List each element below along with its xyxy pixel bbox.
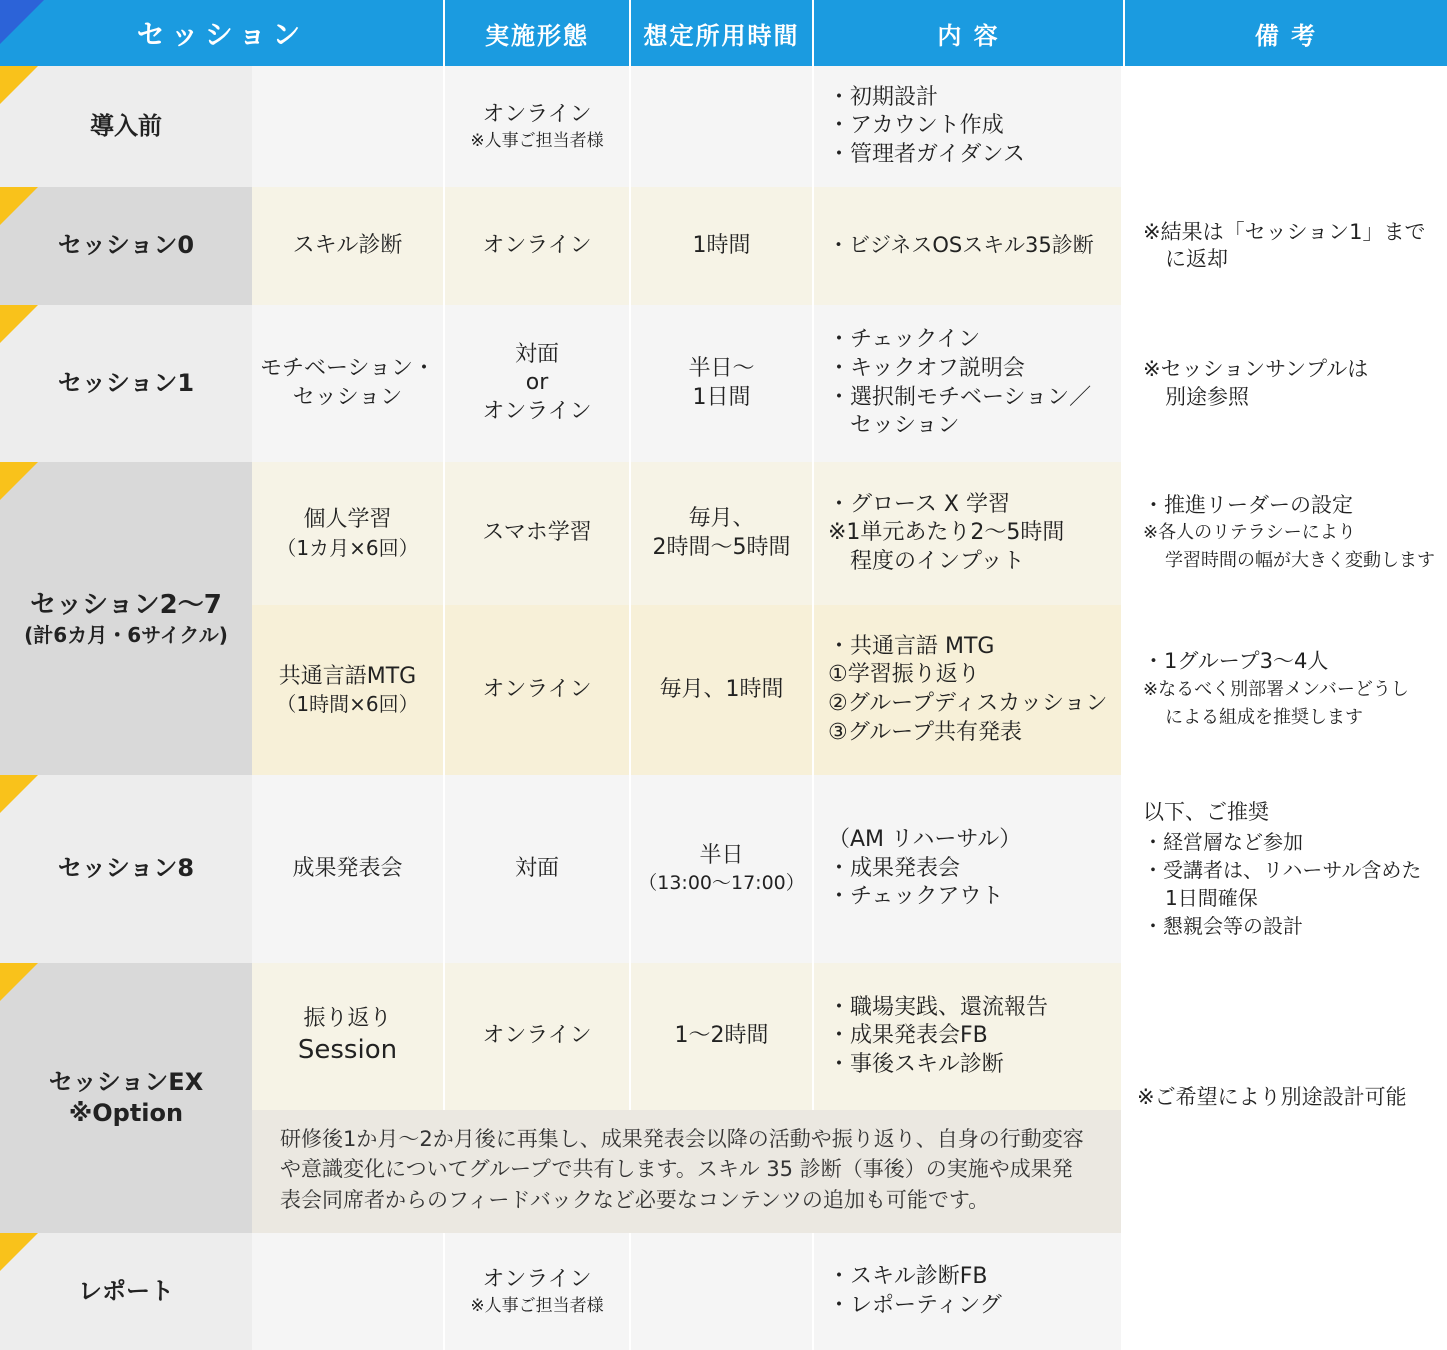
name-cell: 成果発表会 bbox=[252, 775, 443, 963]
session-note: (計6カ月・6サイクル) bbox=[24, 623, 228, 648]
name-cell bbox=[252, 305, 443, 462]
name-line: セッション bbox=[292, 384, 403, 410]
format-cell: スマホ学習 bbox=[445, 462, 629, 605]
content-line: ・キックオフ説明会 bbox=[828, 355, 1025, 381]
remarks-line: ・懇親会等の設計 bbox=[1143, 913, 1303, 938]
accent-triangle bbox=[0, 187, 38, 225]
content-line: ②グループディスカッション bbox=[828, 691, 1108, 716]
ex-description: 研修後1か月〜2か月後に再集し、成果発表会以降の活動や振り返り、自身の行動変容や意識変化についてグループで共有します。スキル 35 診断（事後）の実施や成果発表会同席者からのフィードバックなど必要なコンテンツの追加も可能です。 bbox=[252, 1110, 1121, 1234]
name-line: （1カ月×6回） bbox=[276, 535, 419, 560]
time-line: （13:00〜17:00） bbox=[638, 871, 805, 894]
column-divider bbox=[812, 66, 814, 1110]
content-cell bbox=[814, 605, 1121, 775]
format-cell bbox=[445, 305, 629, 462]
header-format: 実施形態 bbox=[445, 0, 629, 66]
remarks-cell bbox=[1123, 462, 1447, 605]
session-label: セッション0 bbox=[0, 187, 252, 305]
content-line: ・ビジネスOSスキル35診断 bbox=[828, 233, 1094, 258]
remarks-cell bbox=[1123, 605, 1447, 775]
format-cell: 対面 bbox=[445, 775, 629, 963]
content-line: ・共通言語 MTG bbox=[828, 633, 995, 659]
content-line: ・管理者ガイダンス bbox=[828, 141, 1025, 167]
time-cell bbox=[631, 305, 812, 462]
content-line: （AM リハーサル） bbox=[828, 827, 1022, 853]
time-cell-empty bbox=[631, 1233, 812, 1350]
accent-triangle bbox=[0, 462, 38, 500]
remarks-line: に返却 bbox=[1165, 247, 1228, 271]
session-label: レポート bbox=[0, 1233, 252, 1350]
name-cell bbox=[252, 963, 443, 1110]
session-label: 導入前 bbox=[0, 66, 252, 187]
accent-triangle bbox=[0, 963, 38, 1001]
content-cell bbox=[814, 305, 1121, 462]
format-line: 対面 bbox=[514, 341, 559, 367]
header-session: セッション bbox=[0, 0, 443, 66]
time-line: 1日間 bbox=[692, 384, 751, 410]
content-cell bbox=[814, 66, 1121, 187]
remarks-line: ※各人のリテラシーにより bbox=[1143, 522, 1356, 544]
header-time: 想定所用時間 bbox=[631, 0, 812, 66]
name-cell bbox=[252, 462, 443, 605]
time-cell: 1時間 bbox=[631, 187, 812, 305]
content-cell bbox=[814, 963, 1121, 1110]
column-divider bbox=[629, 66, 631, 1110]
content-line: ③グループ共有発表 bbox=[828, 719, 1022, 745]
format-cell: オンライン bbox=[445, 605, 629, 775]
content-cell bbox=[814, 775, 1121, 963]
accent-triangle bbox=[0, 66, 38, 104]
time-cell: 毎月、1時間 bbox=[631, 605, 812, 775]
name-cell-empty bbox=[252, 66, 443, 187]
header-remarks: 備 考 bbox=[1125, 0, 1447, 66]
name-line: 共通言語MTG bbox=[278, 663, 417, 689]
name-line: 個人学習 bbox=[303, 507, 392, 533]
format-note: ※人事ご担当者様 bbox=[470, 1295, 604, 1316]
format-cell: オンライン bbox=[445, 963, 629, 1110]
session-title: セッション2〜7 bbox=[30, 589, 222, 620]
column-divider bbox=[443, 66, 445, 1110]
remarks-line: 以下、ご推奨 bbox=[1143, 800, 1269, 825]
time-line: 半日 bbox=[699, 843, 744, 869]
format-text: オンライン bbox=[482, 102, 592, 128]
name-line: （1時間×6回） bbox=[276, 692, 419, 717]
format-note: ※人事ご担当者様 bbox=[470, 130, 604, 151]
format-cell: オンライン bbox=[445, 187, 629, 305]
content-line: ・成果発表会FB bbox=[828, 1023, 988, 1049]
remarks-line: ※ご希望により別途設計可能 bbox=[1137, 1085, 1407, 1110]
content-line: セッション bbox=[850, 413, 960, 439]
accent-triangle bbox=[0, 1233, 38, 1271]
remarks-line: ※セッションサンプルは bbox=[1143, 357, 1369, 382]
remarks-cell bbox=[1123, 775, 1447, 963]
remarks-line: ※なるべく別部署メンバーどうし bbox=[1143, 678, 1409, 700]
name-line: Session bbox=[297, 1034, 398, 1065]
header-content: 内 容 bbox=[814, 0, 1123, 66]
remarks-cell bbox=[1123, 305, 1447, 462]
remarks-line: ・1グループ3〜4人 bbox=[1143, 649, 1329, 674]
content-cell bbox=[814, 1233, 1121, 1350]
name-cell-empty bbox=[252, 1233, 443, 1350]
session-label: セッション8 bbox=[0, 775, 252, 963]
time-cell bbox=[631, 775, 812, 963]
column-divider bbox=[629, 1233, 631, 1350]
content-line: 程度のインプット bbox=[850, 548, 1025, 574]
content-line: ・成果発表会 bbox=[828, 855, 961, 881]
remarks-line: ・推進リーダーの設定 bbox=[1143, 492, 1353, 517]
content-line: ・アカウント作成 bbox=[828, 113, 1004, 139]
content-line: ・グロース X 学習 bbox=[828, 491, 1010, 517]
content-line: ・職場実践、還流報告 bbox=[828, 994, 1049, 1020]
name-line: モチベーション・ bbox=[259, 355, 436, 381]
time-line: 半日〜 bbox=[688, 355, 755, 381]
content-line: ・スキル診断FB bbox=[828, 1263, 988, 1289]
remarks-line: ※結果は「セッション1」まで bbox=[1143, 219, 1426, 244]
time-line: 毎月、 bbox=[688, 505, 755, 531]
remarks-line: ・経営層など参加 bbox=[1143, 829, 1303, 854]
remarks-line: による組成を推奨します bbox=[1165, 706, 1363, 728]
time-cell: 1〜2時間 bbox=[631, 963, 812, 1110]
time-cell bbox=[631, 462, 812, 605]
header-corner-accent bbox=[0, 0, 44, 44]
content-line: ・初期設計 bbox=[828, 84, 939, 110]
name-cell: スキル診断 bbox=[252, 187, 443, 305]
content-cell bbox=[814, 187, 1121, 305]
content-line: ・チェックアウト bbox=[828, 884, 1004, 910]
content-line: ※1単元あたり2〜5時間 bbox=[828, 520, 1065, 546]
column-divider bbox=[443, 1233, 445, 1350]
content-line: ・チェックイン bbox=[828, 327, 981, 353]
session-label bbox=[0, 963, 252, 1233]
session-note: ※Option bbox=[68, 1099, 184, 1127]
session-label bbox=[0, 462, 252, 775]
remarks-line: 学習時間の幅が大きく変動します bbox=[1165, 550, 1435, 572]
content-line: ・事後スキル診断 bbox=[828, 1051, 1004, 1077]
format-cell bbox=[445, 1233, 629, 1350]
accent-triangle bbox=[0, 305, 38, 343]
remarks-line: 1日間確保 bbox=[1165, 885, 1258, 910]
accent-triangle bbox=[0, 775, 38, 813]
name-cell bbox=[252, 605, 443, 775]
remarks-line: ・受講者は、リハーサル含めた bbox=[1143, 857, 1422, 882]
session-label: セッション1 bbox=[0, 305, 252, 462]
format-text: オンライン bbox=[482, 1267, 592, 1293]
content-line: ・選択制モチベーション／ bbox=[828, 384, 1092, 410]
name-line: 振り返り bbox=[303, 1006, 392, 1032]
format-line: オンライン bbox=[482, 398, 592, 424]
column-divider bbox=[812, 1233, 814, 1350]
remarks-cell bbox=[1123, 187, 1447, 305]
time-cell-empty bbox=[631, 66, 812, 187]
content-cell bbox=[814, 462, 1121, 605]
format-line: or bbox=[525, 370, 549, 396]
remarks-line: 別途参照 bbox=[1165, 384, 1249, 409]
content-line: ・レポーティング bbox=[828, 1292, 1002, 1318]
format-cell bbox=[445, 66, 629, 187]
time-line: 2時間〜5時間 bbox=[652, 534, 791, 560]
remarks-cell bbox=[1123, 963, 1447, 1233]
content-line: ①学習振り返り bbox=[828, 662, 980, 688]
session-title: セッションEX bbox=[48, 1067, 204, 1096]
